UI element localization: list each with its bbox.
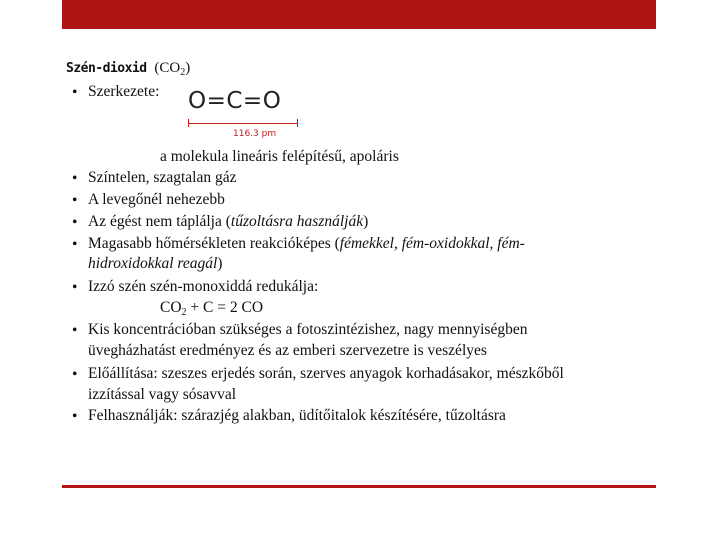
- bullet-reduction: Izzó szén szén-monoxiddá redukálja:: [88, 278, 319, 295]
- bullet-marker: •: [72, 192, 78, 209]
- dimension-tick-right: [297, 119, 298, 127]
- bottom-accent-rule: [62, 485, 656, 488]
- bullet-marker: •: [72, 214, 78, 231]
- bullet-photosynthesis-line2: üvegházhatást eredményez és az emberi szervezetre is veszélyes: [88, 342, 487, 359]
- bond-length-dimension-line: [188, 123, 298, 124]
- bullet-uses: Felhasználják: szárazjég alakban, üdítőitalok készítésére, tűzoltásra: [88, 407, 506, 424]
- bullet-marker: •: [72, 236, 78, 253]
- bullet-production-line1: Előállítása: szeszes erjedés során, szerves anyagok korhadásakor, mészkőből: [88, 365, 564, 382]
- title-name: Szén-dioxid: [66, 61, 147, 76]
- bullet-marker: •: [72, 322, 78, 339]
- bullet-marker: •: [72, 84, 78, 101]
- structure-description: a molekula lineáris felépítésű, apoláris: [160, 148, 399, 165]
- slide-title: [66, 60, 190, 77]
- bullet-marker: •: [72, 279, 78, 296]
- bullet-production-line2: izzítással vagy sósavval: [88, 386, 237, 403]
- bullet-combustion: Az égést nem táplálja (tűzoltásra használják): [88, 213, 369, 230]
- bullet-marker: •: [72, 170, 78, 187]
- bullet-marker: •: [72, 366, 78, 383]
- structure-label: Szerkezete:: [88, 83, 160, 100]
- bond-length-label: 116.3 pm: [233, 129, 277, 139]
- bullet-reactivity-line1: Magasabb hőmérsékleten reakcióképes (fémekkel, fém-oxidokkal, fém-: [88, 235, 525, 252]
- bullet-color-smell: Színtelen, szagtalan gáz: [88, 169, 237, 186]
- bullet-density: A levegőnél nehezebb: [88, 191, 225, 208]
- bullet-reactivity-line2: hidroxidokkal reagál): [88, 255, 223, 272]
- co2-structural-formula: O=C=O: [188, 88, 282, 114]
- reduction-equation: $CO_2 + C = 2$ CO: [160, 299, 264, 318]
- title-formula: $(CO_2)$: [154, 60, 191, 78]
- bullet-marker: •: [72, 408, 78, 425]
- bullet-photosynthesis-line1: Kis koncentrációban szükséges a fotoszintézishez, nagy mennyiségben: [88, 321, 528, 338]
- dimension-tick-left: [188, 119, 189, 127]
